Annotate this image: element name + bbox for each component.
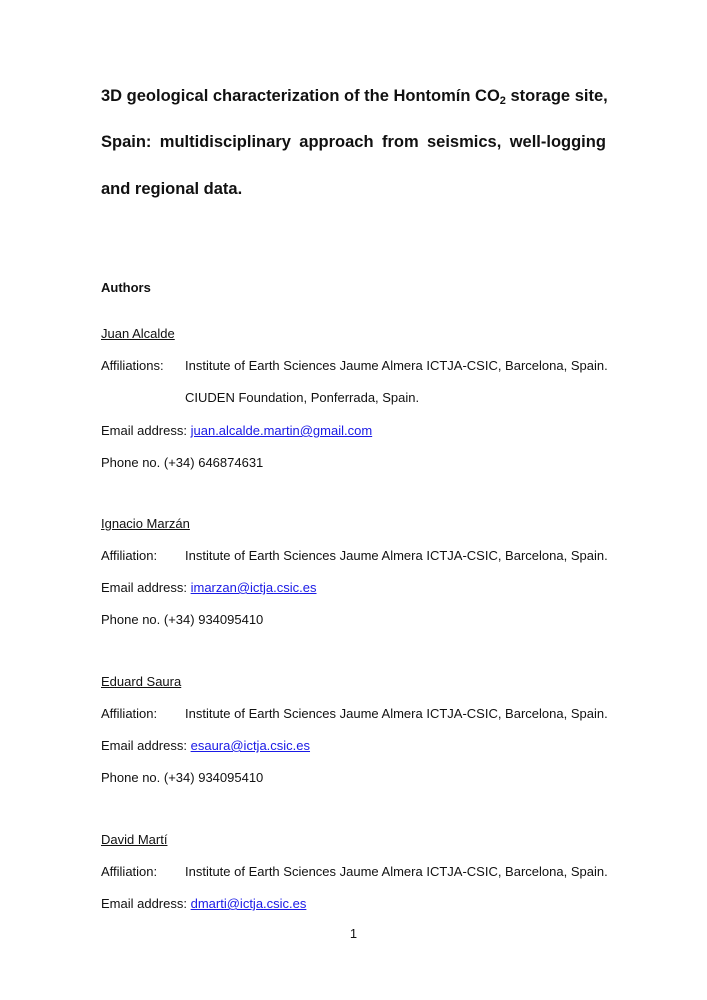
email-link[interactable]: dmarti@ictja.csic.es — [190, 896, 307, 911]
email-label: Email address: — [101, 423, 187, 438]
affiliation-text: Institute of Earth Sciences Jaume Almera ICTJA-CSIC, Barcelona, Spain. — [185, 706, 608, 721]
title-word: Spain: — [101, 133, 152, 151]
authors-heading: Authors — [101, 280, 151, 295]
email-label: Email address: — [101, 580, 187, 595]
title-subscript: 2 — [499, 95, 506, 107]
title-word: from — [381, 133, 419, 151]
affiliation-label: Affiliation: — [101, 548, 158, 563]
affiliation-text: Institute of Earth Sciences Jaume Almera ICTJA-CSIC, Barcelona, Spain. — [185, 864, 608, 879]
paper-title-line-1 — [101, 86, 606, 106]
phone-line: Phone no. (+34) 934095410 — [101, 612, 264, 627]
title-word: multidisciplinary — [159, 133, 291, 151]
email-line — [101, 896, 306, 912]
email-label: Email address: — [101, 738, 187, 753]
phone-line: Phone no. (+34) 934095410 — [101, 770, 264, 785]
paper-title-line-3: and regional data. — [101, 180, 243, 198]
title-word: seismics, — [427, 133, 502, 151]
title-word: approach — [299, 133, 374, 151]
email-label: Email address: — [101, 896, 187, 911]
affiliation-text: Institute of Earth Sciences Jaume Almera ICTJA-CSIC, Barcelona, Spain. — [185, 548, 608, 563]
title-line-1-text: 3D geological characterization of the Hontomín CO — [101, 87, 500, 105]
title-word: well-logging — [509, 133, 606, 151]
email-line — [101, 738, 310, 754]
author-name: Ignacio Marzán — [101, 516, 190, 531]
author-name: Eduard Saura — [101, 674, 182, 689]
email-link[interactable]: imarzan@ictja.csic.es — [190, 580, 317, 595]
phone-line: Phone no. (+34) 646874631 — [101, 455, 264, 470]
page-number: 1 — [349, 926, 358, 941]
affiliation-label: Affiliation: — [101, 706, 158, 721]
author-name: David Martí — [101, 832, 168, 847]
affiliation-text: CIUDEN Foundation, Ponferrada, Spain. — [185, 390, 420, 405]
affiliation-label: Affiliation: — [101, 864, 158, 879]
paper-title-line-2 — [101, 132, 606, 152]
email-line — [101, 423, 372, 439]
affiliation-label: Affiliations: — [101, 358, 164, 373]
email-link[interactable]: juan.alcalde.martin@gmail.com — [190, 423, 373, 438]
title-line-1-suffix: storage site, — [505, 87, 608, 105]
author-name: Juan Alcalde — [101, 326, 175, 341]
email-link[interactable]: esaura@ictja.csic.es — [190, 738, 311, 753]
affiliation-text: Institute of Earth Sciences Jaume Almera ICTJA-CSIC, Barcelona, Spain. — [185, 358, 608, 373]
email-line — [101, 580, 317, 596]
